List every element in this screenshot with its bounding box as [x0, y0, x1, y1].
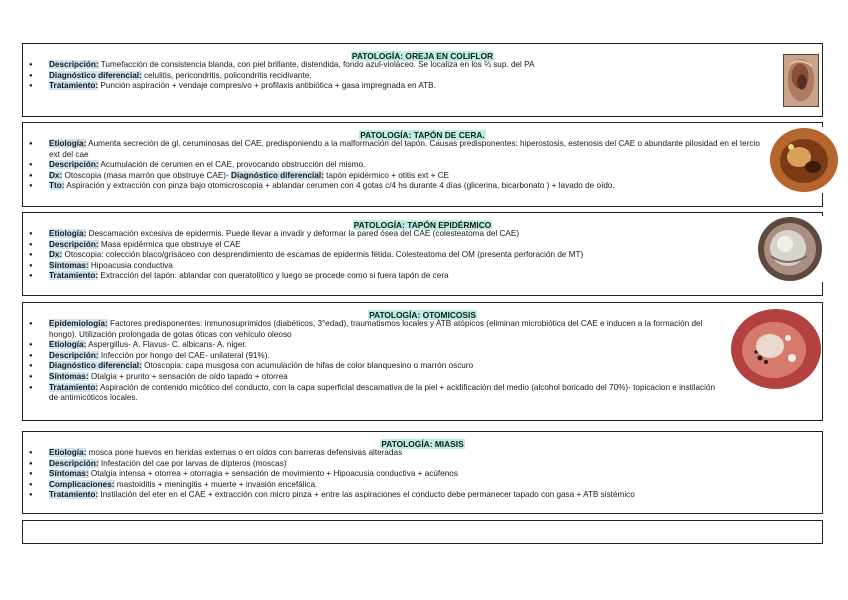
list-item: ● Etiología: mosca pone huevos en heridas externas o en oídos con barreras defensivas alteradas: [29, 448, 822, 459]
section-tapon-epidermico: [22, 212, 823, 296]
list-item: ● Tratamiento: Aspiración de contenido micótico del conducto, con la capa superficial descamativa de la piel + acidificación del medio (alcohol boricado del 70%)- topicacion e instilación de antimicóticos locales.: [29, 383, 726, 404]
list-item: ● Tratamiento: Punción aspiración + vendaje compresivo + profilaxis antibiótica + gasa impregnada en ATB.: [29, 81, 762, 92]
section-title: PATOLOGÍA: TAPÓN DE CERA.: [360, 130, 485, 140]
list-item: ● Descripción: Acumulación de cerumen en el CAE, provocando obstrucción del mismo.: [29, 160, 762, 171]
item-list: [23, 139, 822, 192]
earwax-otoscopy-photo: [769, 127, 839, 193]
list-item: ● Epidemiología: Factores predisponentes: inmunosuprimidos (diabéticos, 3°edad), traumatismos locales y ATB atópicos (eliminan microbiótica del CAE e inducen a la formación del hongo). Utilización prolongada de gotas óticas con vehículo oleoso: [29, 319, 726, 340]
list-item: ● Diagnóstico diferencial: celulitis, pericondritis, policondritis recidivante.: [29, 71, 762, 82]
section-otomicosis: [22, 302, 823, 421]
epidermal-plug-otoscopy-photo: [757, 216, 823, 282]
item-list: [23, 319, 822, 404]
item-list: [23, 448, 822, 501]
list-item: ● Diagnóstico diferencial: Otoscopia: capa musgosa con acumulación de hifas de color blanquesino o marrón oscuro: [29, 361, 726, 372]
list-item: ● Dx: Otoscopia (masa marrón que obstruye CAE)- Diagnóstico diferencial: tapón epidérmico + otitis ext + CE: [29, 171, 762, 182]
list-item: ● Etiología: Aspergillus- A. Flavus- C. albicans- A. niger.: [29, 340, 726, 351]
list-item: ● Etiología: Descamación excesiva de epidermis. Puede llevar a invadir y deformar la pared ósea del CAE (colesteatoma del CAE): [29, 229, 762, 240]
section-title: PATOLOGÍA: OREJA EN COLIFLOR: [351, 51, 494, 61]
list-item: ● Tto: Aspiración y extracción con pinza bajo otomicroscopia + ablandar cerumen con 4 gotas c/4 hs durante 4 días (glicerina, bicarbonato ) + lavado de oído.: [29, 181, 762, 192]
list-item: ● Descripción: Infección por hongo del CAE- unilateral (91%).: [29, 351, 726, 362]
list-item: ● Descripción: Infestación del cae por larvas de dípteros (moscas): [29, 459, 822, 470]
section-tapon-cera: [22, 122, 823, 207]
item-list: [23, 229, 822, 282]
ear-cauliflower-photo: [783, 54, 819, 107]
section-miasis: [22, 431, 823, 514]
empty-section-box: [22, 520, 823, 544]
otomycosis-otoscopy-photo: [730, 308, 822, 390]
list-item: ● Tratamiento: Extracción del tapón: ablandar con queratolítico y luego se procede como si fuera tapón de cera: [29, 271, 762, 282]
section-title: PATOLOGÍA: MIASIS: [381, 439, 464, 449]
list-item: ● Síntomas: Hipoacusia conductiva: [29, 261, 762, 272]
list-item: ● Síntomas: Otalgia + prurito + sensación de oído tapado + otorrea: [29, 372, 726, 383]
list-item: ● Complicaciones: mastoiditis + meningitis + muerte + invasión encefálica.: [29, 480, 822, 491]
section-title: PATOLOGÍA: OTOMICOSIS: [369, 310, 476, 320]
list-item: ● Descripción: Tumefacción de consistencia blanda, con piel brillante, distendida, fondo azul-violáceo. Se localiza en los ⅔ sup. del PA: [29, 60, 762, 71]
section-title: PATOLOGÍA: TAPÓN EPIDÉRMICO: [353, 220, 492, 230]
list-item: ● Etiología: Aumenta secreción de gl. ceruminosas del CAE, predisponiendo a la malformación del tapón. Causas predisponentes: hiperostosis, estenosis del CAE o abundante pilosidad en el tercio ext del cae: [29, 139, 762, 160]
list-item: ● Dx: Otoscopia: colección blaco/grisáceo con desprendimiento de escamas de epidermis fétida. Colesteatoma del OM (presenta perforación de MT): [29, 250, 762, 261]
section-oreja-coliflor: [22, 43, 823, 117]
item-list: [23, 60, 822, 92]
list-item: ● Descripción: Masa epidérmica que obstruye el CAE: [29, 240, 762, 251]
list-item: ● Síntomas: Otalgia intensa + otorrea + otorragia + sensación de movimiento + Hipoacusia conductiva + acúfenos: [29, 469, 822, 480]
list-item: ● Tratamiento: Instilación del eter en el CAE + extracción con micro pinza + entre las aspiraciones el conducto debe permanecer tapado con gasa + ATB sistémico: [29, 490, 822, 501]
